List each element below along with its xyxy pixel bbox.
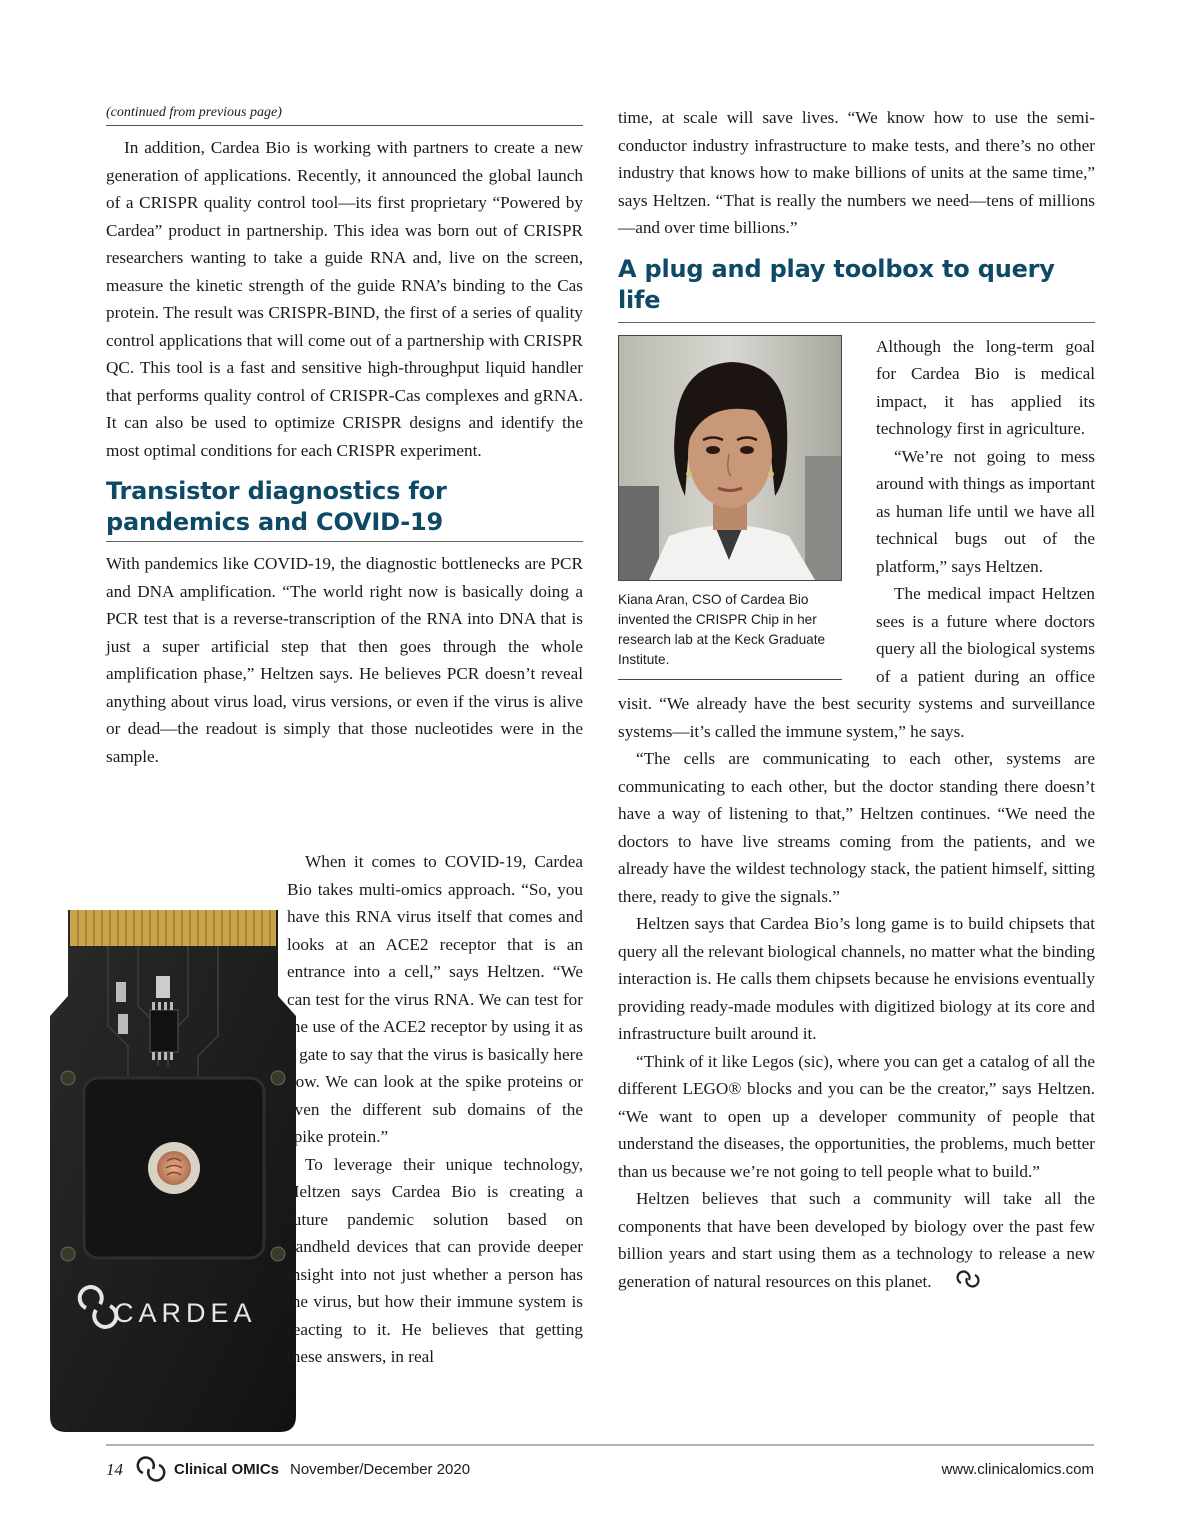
chip-wrap-spacer [88, 876, 287, 1436]
kiana-aran-portrait [618, 335, 842, 581]
toolbox-paragraph-2: “We’re not going to mess around with things as important as human life until we have all technical bugs out of the platform,” says Heltzen. [876, 446, 1095, 576]
intro-paragraph: In addition, Cardea Bio is working with partners to create a new generation of applications. Recently, it announced the global launch of a CRISPR quality control tool—its first proprietary “Powered by Cardea” product in partnership. This idea was born out of CRISPR researchers wanting to take a guide RNA and, live on the screen, measure the kinetic strength of the guide RNA’s binding to the Cas protein. The result was CRISPR-BIND, the first of a series of quality control applications that will come out of a partnership with CRISPR QC. This tool is a fast and sensitive high-throughput liquid handler that performs quality control of CRISPR-Cas complexes and gRNA. It can also be used to optimize CRISPR designs and identify the most optimal conditions for each CRISPR experiment. [106, 138, 583, 460]
covid-lead-text-flow: When it comes to COVID-19, Cardea Bio takes multi-omics approach. “So, you have this RNA virus itself that comes and looks at an ACE2 receptor that is an entrance into a cell,” says Heltzen. “We can test for the virus RNA. We can test for the use of the ACE2 receptor by using it as a gate to say that the virus is basically here now. We can look at the spike proteins or even the different sub domains of the spike protein.” [287, 852, 583, 1146]
toolbox-paragraph-final [618, 1185, 1095, 1298]
toolbox-paragraph-6: “Think of it like Legos (sic), where you can get a catalog of all the different LEGO® blocks and you can be the creator,” says Heltzen. “We want to open up a developer community of people that understand the diseases, the opportunities, the problems, much better than us because we’re not going to tell people what to build.” [618, 1051, 1095, 1181]
magazine-title: Clinical OMICs [174, 1461, 280, 1478]
page-number: 14 [106, 1460, 123, 1479]
page-footer [106, 1444, 1094, 1486]
pandemics-paragraph: With pandemics like COVID-19, the diagnostic bottlenecks are PCR and DNA amplification. “The world right now is basically doing a PCR test that is a reverse-transcription of the RNA into DNA that is just a super artificial step that then goes through the whole amplification phase,” Heltzen says. He believes PCR doesn’t reveal anything about virus load, virus versions, or even if the virus is alive or dead—the readout is simply that those nucleotides were in the sample. [106, 554, 583, 766]
continued-note: (continued from previous page) [106, 104, 583, 126]
clinical-omics-logo-icon [136, 1454, 166, 1488]
section-heading-transistor: Transistor diagnostics for pandemics and COVID-19 [106, 476, 583, 542]
issue-date: November/December 2020 [290, 1461, 471, 1478]
covid-lead-wrap [106, 848, 583, 1436]
portrait-caption: Kiana Aran, CSO of Cardea Bio invented the CRISPR Chip in her research lab at the Keck Graduate Institute. [618, 590, 842, 680]
end-mark-icon [938, 1268, 980, 1299]
website-url[interactable]: www.clinicalomics.com [941, 1461, 1094, 1478]
portrait-figure [618, 335, 842, 680]
toolbox-paragraph-3: The medical impact Heltzen sees is a future where doctors query all the biological systems of a patient during an office visit. “We already have the best security systems and surveillance systems—it’s called the immune system,” he says. [618, 584, 1095, 741]
toolbox-paragraph-1: Although the long-term goal for Cardea Bio is medical impact, it has applied its technology first in agriculture. [876, 336, 1095, 438]
leverage-paragraph: To leverage their unique technology, Heltzen says Cardea Bio is creating a future pandemic solution based on handheld devices that can provide deeper insight into not just whether a person has the virus, but how their immune system is reacting to it. He believes that getting these answers, in real [287, 1154, 583, 1366]
right-column [618, 104, 1095, 1298]
covid-lead-paragraph-flow [106, 848, 583, 1151]
toolbox-paragraph-5: Heltzen says that Cardea Bio’s long game is to build chipsets that query all the relevant biological channels, no matter what the binding interaction is. He calls them chipsets because he envisions eventually providing ready-made modules with digitized biology at its core and infrastructure built around it. [618, 914, 1095, 1043]
toolbox-paragraph-4: “The cells are communicating to each other, systems are communicating to each other, but the doctor standing there doesn’t have a way of listening to that,” Heltzen continues. “We need the doctors to have live streams coming from the patients, and we already have the wildest technology stack, the patient himself, sitting there, ready to give the signals.” [618, 749, 1095, 906]
chip-brand-text: CARDEA [114, 1298, 257, 1328]
section-heading-toolbox: A plug and play toolbox to query life [618, 254, 1095, 323]
left-column [106, 104, 583, 770]
final-paragraph-text: Heltzen believes that such a community will take all the components that have been developed by biology over the past few billion years and start using them as a technology to release a new generation of natural resources on this planet. [618, 1189, 1095, 1291]
continue-paragraph: time, at scale will save lives. “We know how to use the semiconductor industry infrastructure to make tests, and there’s no other industry that knows how to make billions of units at the same time,” says Heltzen. “That is really the numbers we need—tens of millions—and over time billions.” [618, 108, 1095, 237]
